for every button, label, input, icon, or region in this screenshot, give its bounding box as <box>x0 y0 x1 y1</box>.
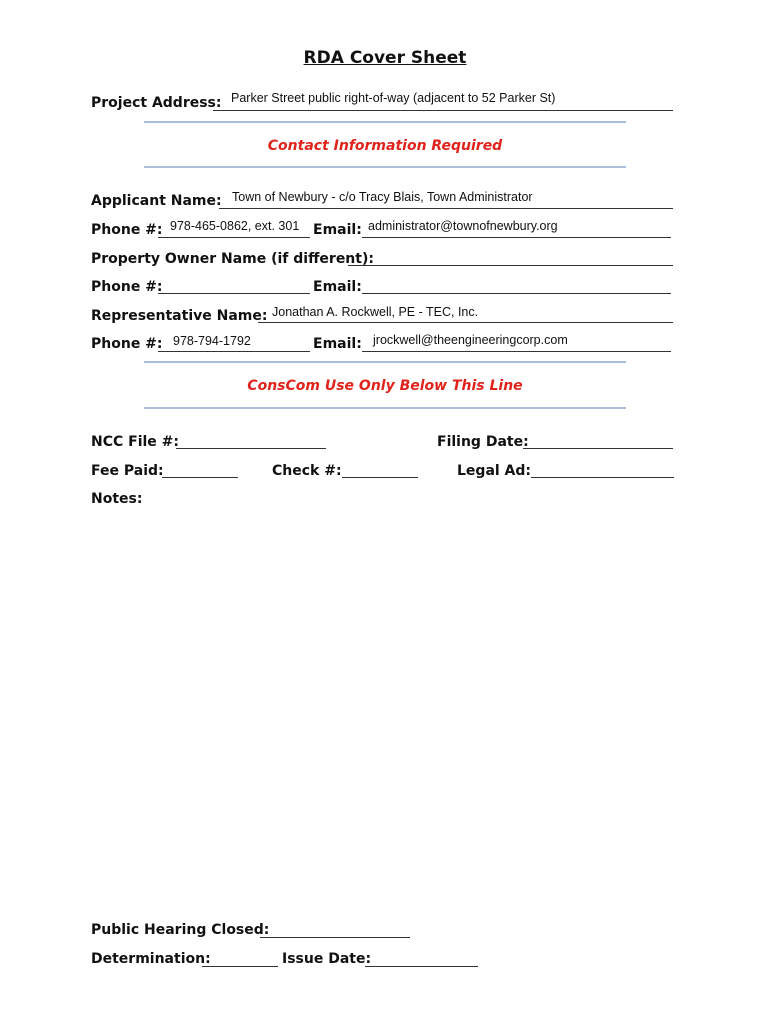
applicant-email-line <box>362 237 671 238</box>
check-line[interactable] <box>342 477 418 478</box>
separator <box>144 407 626 409</box>
hearing-closed-label: Public Hearing Closed: <box>91 922 270 938</box>
filing-date-label: Filing Date: <box>437 434 529 450</box>
applicant-email-label: Email: <box>313 222 362 238</box>
project-address-line <box>213 110 673 111</box>
contact-heading: Contact Information Required <box>267 138 503 154</box>
applicant-email-value[interactable]: administrator@townofnewbury.org <box>368 219 558 233</box>
legal-ad-line[interactable] <box>531 477 674 478</box>
project-address-label: Project Address: <box>91 95 222 111</box>
representative-name-label: Representative Name: <box>91 308 268 324</box>
conscom-heading: ConsCom Use Only Below This Line <box>247 378 523 394</box>
separator <box>144 166 626 168</box>
representative-email-value[interactable]: jrockwell@theengineeringcorp.com <box>373 333 568 347</box>
owner-email-label: Email: <box>313 279 362 295</box>
fee-paid-label: Fee Paid: <box>91 463 164 479</box>
determination-line[interactable] <box>202 966 278 967</box>
check-label: Check #: <box>272 463 342 479</box>
applicant-name-line <box>219 208 673 209</box>
fee-paid-line[interactable] <box>162 477 238 478</box>
applicant-name-label: Applicant Name: <box>91 193 222 209</box>
owner-email-line[interactable] <box>362 293 671 294</box>
project-address-value[interactable]: Parker Street public right-of-way (adjacent to 52 Parker St) <box>231 91 556 105</box>
representative-phone-label: Phone #: <box>91 336 163 352</box>
representative-email-line <box>362 351 671 352</box>
ncc-file-line[interactable] <box>176 448 326 449</box>
representative-name-line <box>258 322 673 323</box>
separator <box>144 361 626 363</box>
page-title: RDA Cover Sheet <box>303 48 467 68</box>
filing-date-line[interactable] <box>523 448 673 449</box>
representative-phone-line <box>158 351 310 352</box>
determination-label: Determination: <box>91 951 211 967</box>
representative-phone-value[interactable]: 978-794-1792 <box>173 334 251 348</box>
owner-name-label: Property Owner Name (if different): <box>91 251 374 267</box>
owner-phone-line[interactable] <box>158 293 310 294</box>
issue-date-line[interactable] <box>365 966 478 967</box>
notes-label: Notes: <box>91 491 143 507</box>
applicant-name-value[interactable]: Town of Newbury - c/o Tracy Blais, Town Administrator <box>232 190 533 204</box>
owner-phone-label: Phone #: <box>91 279 163 295</box>
applicant-phone-label: Phone #: <box>91 222 163 238</box>
ncc-file-label: NCC File #: <box>91 434 179 450</box>
applicant-phone-line <box>158 237 310 238</box>
representative-name-value[interactable]: Jonathan A. Rockwell, PE - TEC, Inc. <box>272 305 479 319</box>
hearing-closed-line[interactable] <box>260 937 410 938</box>
issue-date-label: Issue Date: <box>282 951 372 967</box>
owner-name-line[interactable] <box>348 265 673 266</box>
legal-ad-label: Legal Ad: <box>457 463 532 479</box>
representative-email-label: Email: <box>313 336 362 352</box>
separator <box>144 121 626 123</box>
applicant-phone-value[interactable]: 978-465-0862, ext. 301 <box>170 219 300 233</box>
